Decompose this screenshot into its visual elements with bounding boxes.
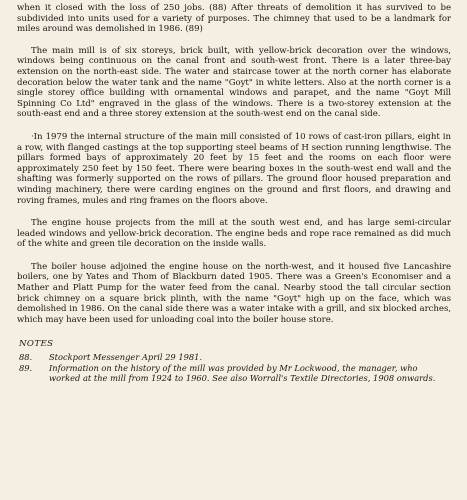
paragraph-closure: when it closed with the loss of 250 jobs. (88) After threats of demolition it has survived to be subdivided into units used for a variety of purposes. The chimney that used to be a landmark for miles around was demolished in 1986. (89): [17, 3, 451, 35]
note-item: [19, 363, 451, 383]
note-number: 89.: [19, 363, 33, 374]
notes-heading: NOTES: [19, 339, 54, 350]
paragraph-boiler-house: The boiler house adjoined the engine house on the north-west, and it housed five Lancashire boilers, one by Yates and Thom of Blackburn dated 1905. There was a Green's Economiser and a Mather and Platt Pump for the water feed from the canal. Nearby stood the tall circular section brick chimney on a square brick plinth, with the name "Goyt" high up on the face, which was demolished in 1986. On the canal side there was a water intake with a grill, and six blocked arches, which may have been used for unloading coal into the boiler house store.: [17, 261, 451, 325]
note-text: Information on the history of the mill was provided by Mr Lockwood, the manager, who worked at the mill from 1924 to 1960. See also Worrall's Textile Directories, 1908 onwards.: [49, 363, 436, 384]
paragraph-engine-house: The engine house projects from the mill at the south west end, and has large semi-circular leaded windows and yellow-brick decoration. The engine beds and rope race remained as did much of the white and green tile decoration on the inside walls.: [17, 218, 451, 250]
note-item: [19, 352, 451, 362]
note-number: 88.: [19, 352, 33, 363]
note-text: Stockport Messenger April 29 1981.: [49, 352, 203, 363]
paragraph-main-mill: The main mill is of six storeys, brick built, with yellow-brick decoration over the windows, windows being continuous on the canal front and south-west front. There is a later three-bay extension on the north-east side. The water and staircase tower at the north corner has elaborate decoration below the water tank and the name "Goyt" in white letters. Also at the north corner is a single storey office building with ornamental windows and parapet, and the name "Goyt Mill Spinning Co Ltd" engraved in the glass of the windows. There is a two-storey extension at the south-east end and a three storey extension at the south-west end on the canal side.: [17, 45, 451, 120]
paragraph-internal-structure: ·In 1979 the internal structure of the main mill consisted of 10 rows of cast-iron pillars, eight in a row, with flanged castings at the top supporting steel beams of H section running lengthwise. The pillars formed bays of approximately 20 feet by 15 feet and the rooms on each floor were approximately 250 feet by 150 feet. There were bearing boxes in the south-west end wall and the shafting was formerly supported on the rows of pillars. The ground floor housed preparation and winding machinery, there were carding engines on the ground and first floors, and drawing and roving frames, mules and ring frames on the floors above.: [17, 131, 451, 206]
